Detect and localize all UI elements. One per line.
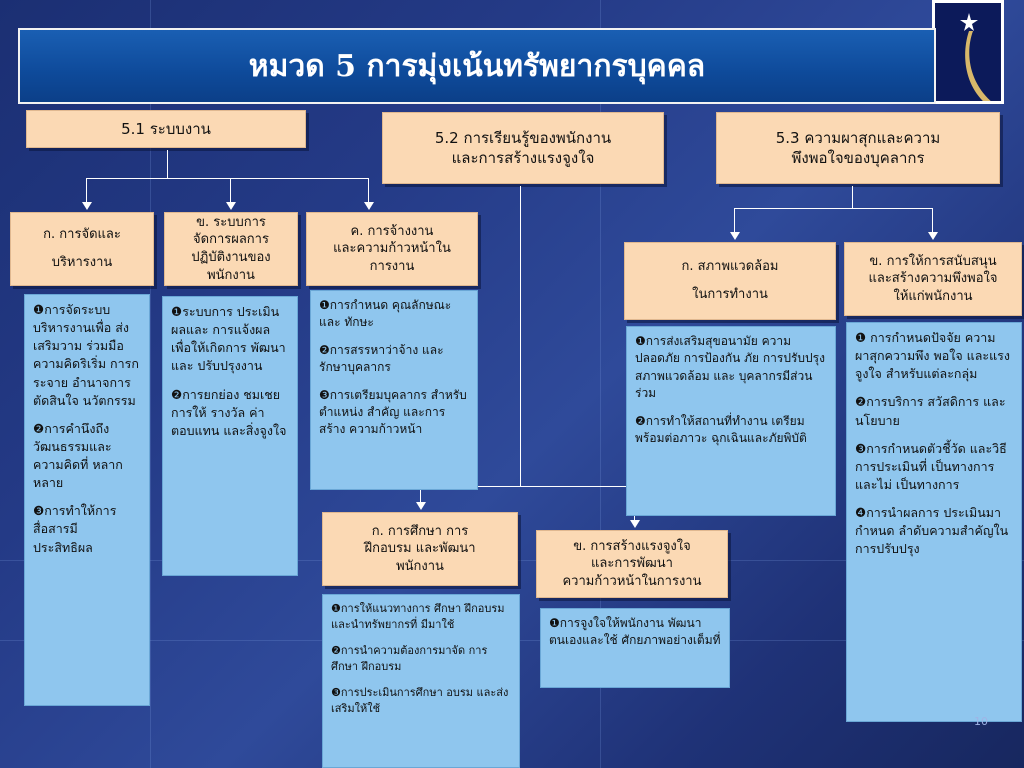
connector-line [167,150,168,178]
detail-item: ❷การบริการ สวัสดิการ และ นโยบาย [855,394,1006,428]
sub-5-2-a-line2: ฝึกอบรม และพัฒนา [364,541,476,557]
page-number: 10 [974,715,988,728]
page-title-bar [18,28,936,104]
detail-item: ❶การจัดระบบ บริหารงานเพื่อ ส่งเสริมวาม ร่วมมือ ความคิดริเริ่ม การกระจาย อำนาจการ ตัดสินใจ นวัตกรรม [33,302,139,408]
arrow-head [226,202,236,210]
detail-item: ❶ การกำหนดปัจจัย ความผาสุกความพึง พอใจ และแรงจูงใจ สำหรับแต่ละกลุ่ม [855,330,1010,382]
detail-item: ❶การส่งเสริมสุขอนามัย ความปลอดภัย การป้องกัน ภัย การปรับปรุง สภาพแวดล้อม และ บุคลากรมีส่วนร่วม [635,334,825,401]
detail-5-1-b-box [162,296,298,576]
detail-item: ❷การนำความต้องการมาจัด การศึกษา ฝึกอบรม [331,643,488,673]
detail-item: ❸การกำหนดตัวชี้วัด และวิธีการประเมินที่ เป็นทางการและไม่ เป็นทางการ [855,440,1007,492]
logo [932,0,1004,104]
sub-5-1-c-line3: การงาน [369,258,415,274]
arrow-head [928,232,938,240]
sub-5-2-a-box [322,512,518,586]
page-title: หมวด 5 การมุ่งเน้นทรัพยากรบุคคล [248,48,706,84]
sub-5-3-a-line2: ในการทำงาน [692,287,768,302]
sub-5-1-a-box [10,212,154,286]
detail-item: ❷การยกย่อง ชมเชย การให้ รางวัล ค่าตอบแทน และสิ่งจูงใจ [171,386,287,438]
sub-5-3-b-line1: ข. การให้การสนับสนุน [869,253,997,269]
detail-5-3-a-box [626,326,836,516]
arrow-head [364,202,374,210]
detail-item: ❶การให้แนวทางการ ศึกษา ฝึกอบรม และนำทรัพยากรที่ มีมาใช้ [331,602,505,631]
sub-5-1-c-line1: ค. การจ้างงาน [350,223,434,239]
section-5-1-box [26,110,306,148]
sub-5-2-b-box [536,530,728,598]
arrow-head [82,202,92,210]
connector-line [852,186,853,208]
sub-5-1-a-line2: บริหารงาน [51,255,113,270]
arrow-head [630,520,640,528]
connector-line [230,178,231,202]
detail-5-2-a-box [322,594,520,768]
connector-line [368,178,369,202]
detail-item: ❹การนำผลการ ประเมินมากำหนด ลำดับความสำคัญใน การปรับปรุง [855,505,1009,557]
detail-item: ❷การคำนึงถึง วัฒนธรรมและ ความคิดที่ หลากหลาย [33,420,123,491]
section-5-2-label-line2: และการสร้างแรงจูงใจ [451,149,595,167]
sub-5-1-b-line2: จัดการผลการ [193,232,269,248]
section-5-3-label-line2: พึงพอใจของบุคลากร [791,149,925,167]
sub-5-1-b-line4: พนักงาน [207,267,255,283]
sub-5-1-a-line1: ก. การจัดและ [43,227,121,243]
sub-5-3-b-line3: ให้แก่พนักงาน [893,288,973,304]
sub-5-1-c-line2: และความก้าวหน้าใน [333,241,451,257]
detail-item: ❸การประเมินการศึกษา อบรม และส่งเสริมให้ใช้ [331,685,509,715]
detail-item: ❶การกำหนด คุณลักษณะและ ทักษะ [319,298,452,330]
connector-line [86,178,87,202]
sub-5-2-a-line3: พนักงาน [396,558,444,574]
connector-line [734,208,735,232]
section-5-2-label-line1: 5.2 การเรียนรู้ของพนักงาน [434,128,612,147]
section-5-1-label: 5.1 ระบบงาน [121,119,211,138]
detail-item: ❸การเตรียมบุคลากร สำหรับตำแหน่ง สำคัญ และการสร้าง ความก้าวหน้า [319,387,467,437]
sub-5-3-a-line1: ก. สภาพแวดล้อม [681,259,779,275]
connector-line [520,186,521,486]
connector-line [734,208,932,209]
detail-item: ❸การทำให้การ สื่อสารมี ประสิทธิผล [33,503,117,555]
detail-5-1-c-box [310,290,478,490]
detail-5-3-b-box [846,322,1022,722]
detail-item: ❶การจูงใจให้พนักงาน พัฒนาตนเองและใช้ ศักยภาพอย่างเต็มที่ [549,616,721,648]
section-5-3-box [716,112,1000,184]
sub-5-3-a-box [624,242,836,320]
sub-5-2-a-line1: ก. การศึกษา การ [371,523,469,539]
sub-5-2-b-line2: และการพัฒนา [591,556,673,572]
arrow-head [416,502,426,510]
detail-item: ❶ระบบการ ประเมินผลและ การแจ้งผล เพื่อให้เกิดการ พัฒนาและ ปรับปรุงงาน [171,304,286,374]
detail-item: ❷การทำให้สถานที่ทำงาน เตรียมพร้อมต่อภาวะ ฉุกเฉินและภัยพิบัติ [635,413,807,445]
sub-5-1-c-box [306,212,478,286]
sub-5-1-b-line1: ข. ระบบการ [196,214,266,230]
connector-line [86,178,368,179]
detail-5-1-a-box [24,294,150,706]
detail-item: ❷การสรรหาว่าจ้าง และรักษาบุคลากร [319,342,444,375]
sub-5-2-b-line3: ความก้าวหน้าในการงาน [562,573,702,589]
detail-5-2-b-box [540,608,730,688]
sub-5-2-b-line1: ข. การสร้างแรงจูงใจ [573,538,691,554]
arrow-head [730,232,740,240]
sub-5-3-b-box [844,242,1022,316]
sub-5-1-b-line3: ปฏิบัติงานของ [191,250,271,265]
sub-5-3-b-line2: และสร้างความพึงพอใจ [868,271,998,287]
section-5-3-label-line1: 5.3 ความผาสุกและความ [775,128,941,147]
connector-line [932,208,933,232]
section-5-2-box [382,112,664,184]
sub-5-1-b-box [164,212,298,286]
